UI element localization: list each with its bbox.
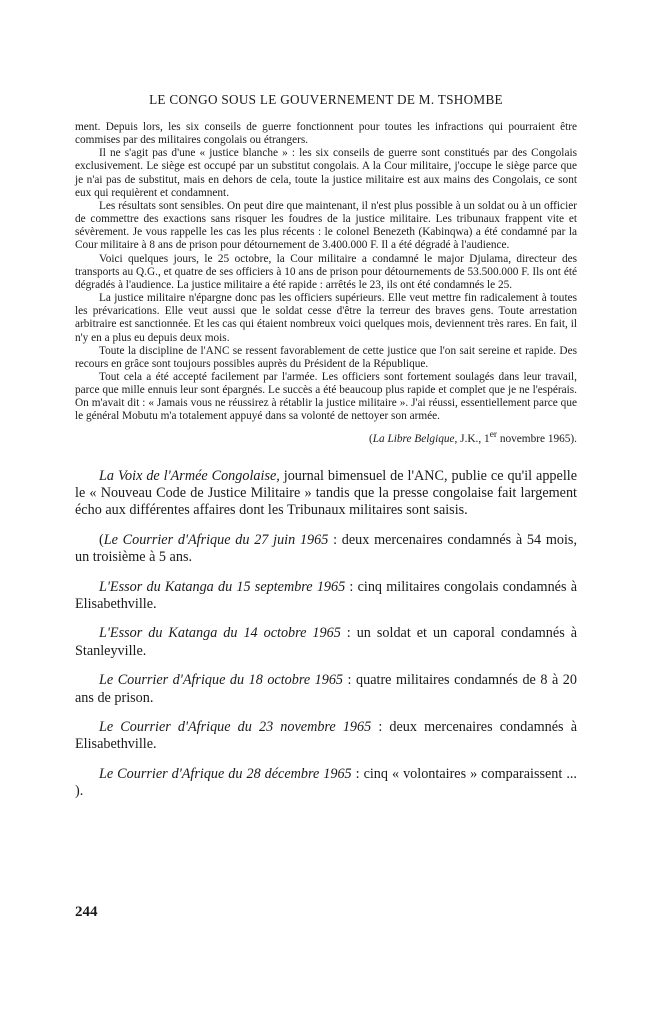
press-item: Le Courrier d'Afrique du 23 novembre 1965 : deux mercenaires condamnés à Elisabethville.: [75, 718, 577, 753]
quote-paragraph-2: Il ne s'agit pas d'une « justice blanche » : les six conseils de guerre sont constitués par des Congolais exclusivement. Le siège est occupé par un substitut congolais. A la Cour militaire, j'occupe le siège parce que je n'ai pas de substitut, mais en dehors de cela, toute la justice militaire est aux mains des Congolais, ce sont eux qui requièrent et condamnent.: [75, 147, 577, 199]
press-item: Le Courrier d'Afrique du 28 décembre 1965 : cinq « volontaires » comparaissent ... ).: [75, 765, 577, 800]
page: [75, 92, 577, 801]
quote-paragraph-7: Tout cela a été accepté facilement par l'armée. Les officiers sont fortement soulagés dans leur travail, parce que mille ennuis leur sont épargnés. Le succès a été beaucoup plus rapide et complet que je ne l'espérais. On m'avait dit : « Jamais vous ne réussirez à rétablir la justice militaire ». J'ai réussi, essentiellement parce que le général Mobutu m'a totalement appuyé dans sa volonté de nettoyer son armée.: [75, 370, 577, 423]
running-head: LE CONGO SOUS LE GOUVERNEMENT DE M. TSHOMBE: [149, 92, 503, 107]
intro-paragraph: La Voix de l'Armée Congolaise, journal bimensuel de l'ANC, publie ce qu'il appelle le « Nouveau Code de Justice Militaire » tandis que la presse congolaise fait largement écho aux différentes affaires dont les Tribunaux militaires sont saisis.: [75, 467, 577, 519]
quote-paragraph-6: Toute la discipline de l'ANC se ressent favorablement de cette justice que l'on sait sereine et rapide. Des recours en grâce sont toujours possibles auprès du Président de la République.: [75, 344, 577, 370]
quoted-text: [75, 121, 577, 446]
intro-title: La Voix de l'Armée Congolaise,: [99, 467, 280, 484]
source-title: La Libre Belgique: [372, 432, 455, 445]
press-item: L'Essor du Katanga du 15 septembre 1965 : cinq militaires congolais condamnés à Elisabethville.: [75, 578, 578, 612]
quote-source: (La Libre Belgique, J.K., 1er novembre 1965).: [368, 429, 577, 445]
quote-paragraph-5: La justice militaire n'épargne donc pas les officiers supérieurs. Elle veut mettre fin radicalement à toutes les prévarications. Elle veut aussi que le soldat cesse d'être la terreur des braves gens. Toute arrestation arbitraire est sanctionnée. Et les cas qui étaient nombreux voici quelques mois, deviennent très rares. En fait, il n'y en a plus eu depuis deux mois.: [75, 292, 577, 344]
press-item: Le Courrier d'Afrique du 18 octobre 1965 : quatre militaires condamnés de 8 à 20 ans de prison.: [75, 672, 577, 706]
main-text: [75, 468, 577, 801]
quote-paragraph-1: ment. Depuis lors, les six conseils de guerre fonctionnent pour toutes les infractions qui pourraient être commises par des militaires congolais ou étrangers.: [75, 121, 577, 147]
quote-paragraph-4: Voici quelques jours, le 25 octobre, la Cour militaire a condamné le major Djulama, directeur des transports au Q.G., et quatre de ses officiers à 10 ans de prison pour détournements de 53.500.000 F. Ils ont été dégradés à l'audience. La justice militaire a été rapide : arrêtés le 23, ils ont été condamnés le 25.: [75, 252, 577, 291]
quote-paragraph-3: Les résultats sont sensibles. On peut dire que maintenant, il n'est plus possible à un soldat ou à un officier de commettre des exactions sans risquer les foudres de la justice militaire. Les tribunaux frappent vite et sévèrement. Je vous rappelle les cas les plus récents : le colonel Benezeth (Kabinqwa) a été condamné par la Cour militaire à 8 ans de prison pour détournement de 3.400.000 F. Il a été dégradé à l'audience.: [75, 199, 577, 252]
press-item: (Le Courrier d'Afrique du 27 juin 1965 : deux mercenaires condamnés à 54 mois, un troisième à 5 ans.: [75, 531, 577, 566]
press-item: L'Essor du Katanga du 14 octobre 1965 : un soldat et un caporal condamnés à Stanleyville.: [75, 625, 577, 659]
page-number: 244: [75, 904, 98, 920]
